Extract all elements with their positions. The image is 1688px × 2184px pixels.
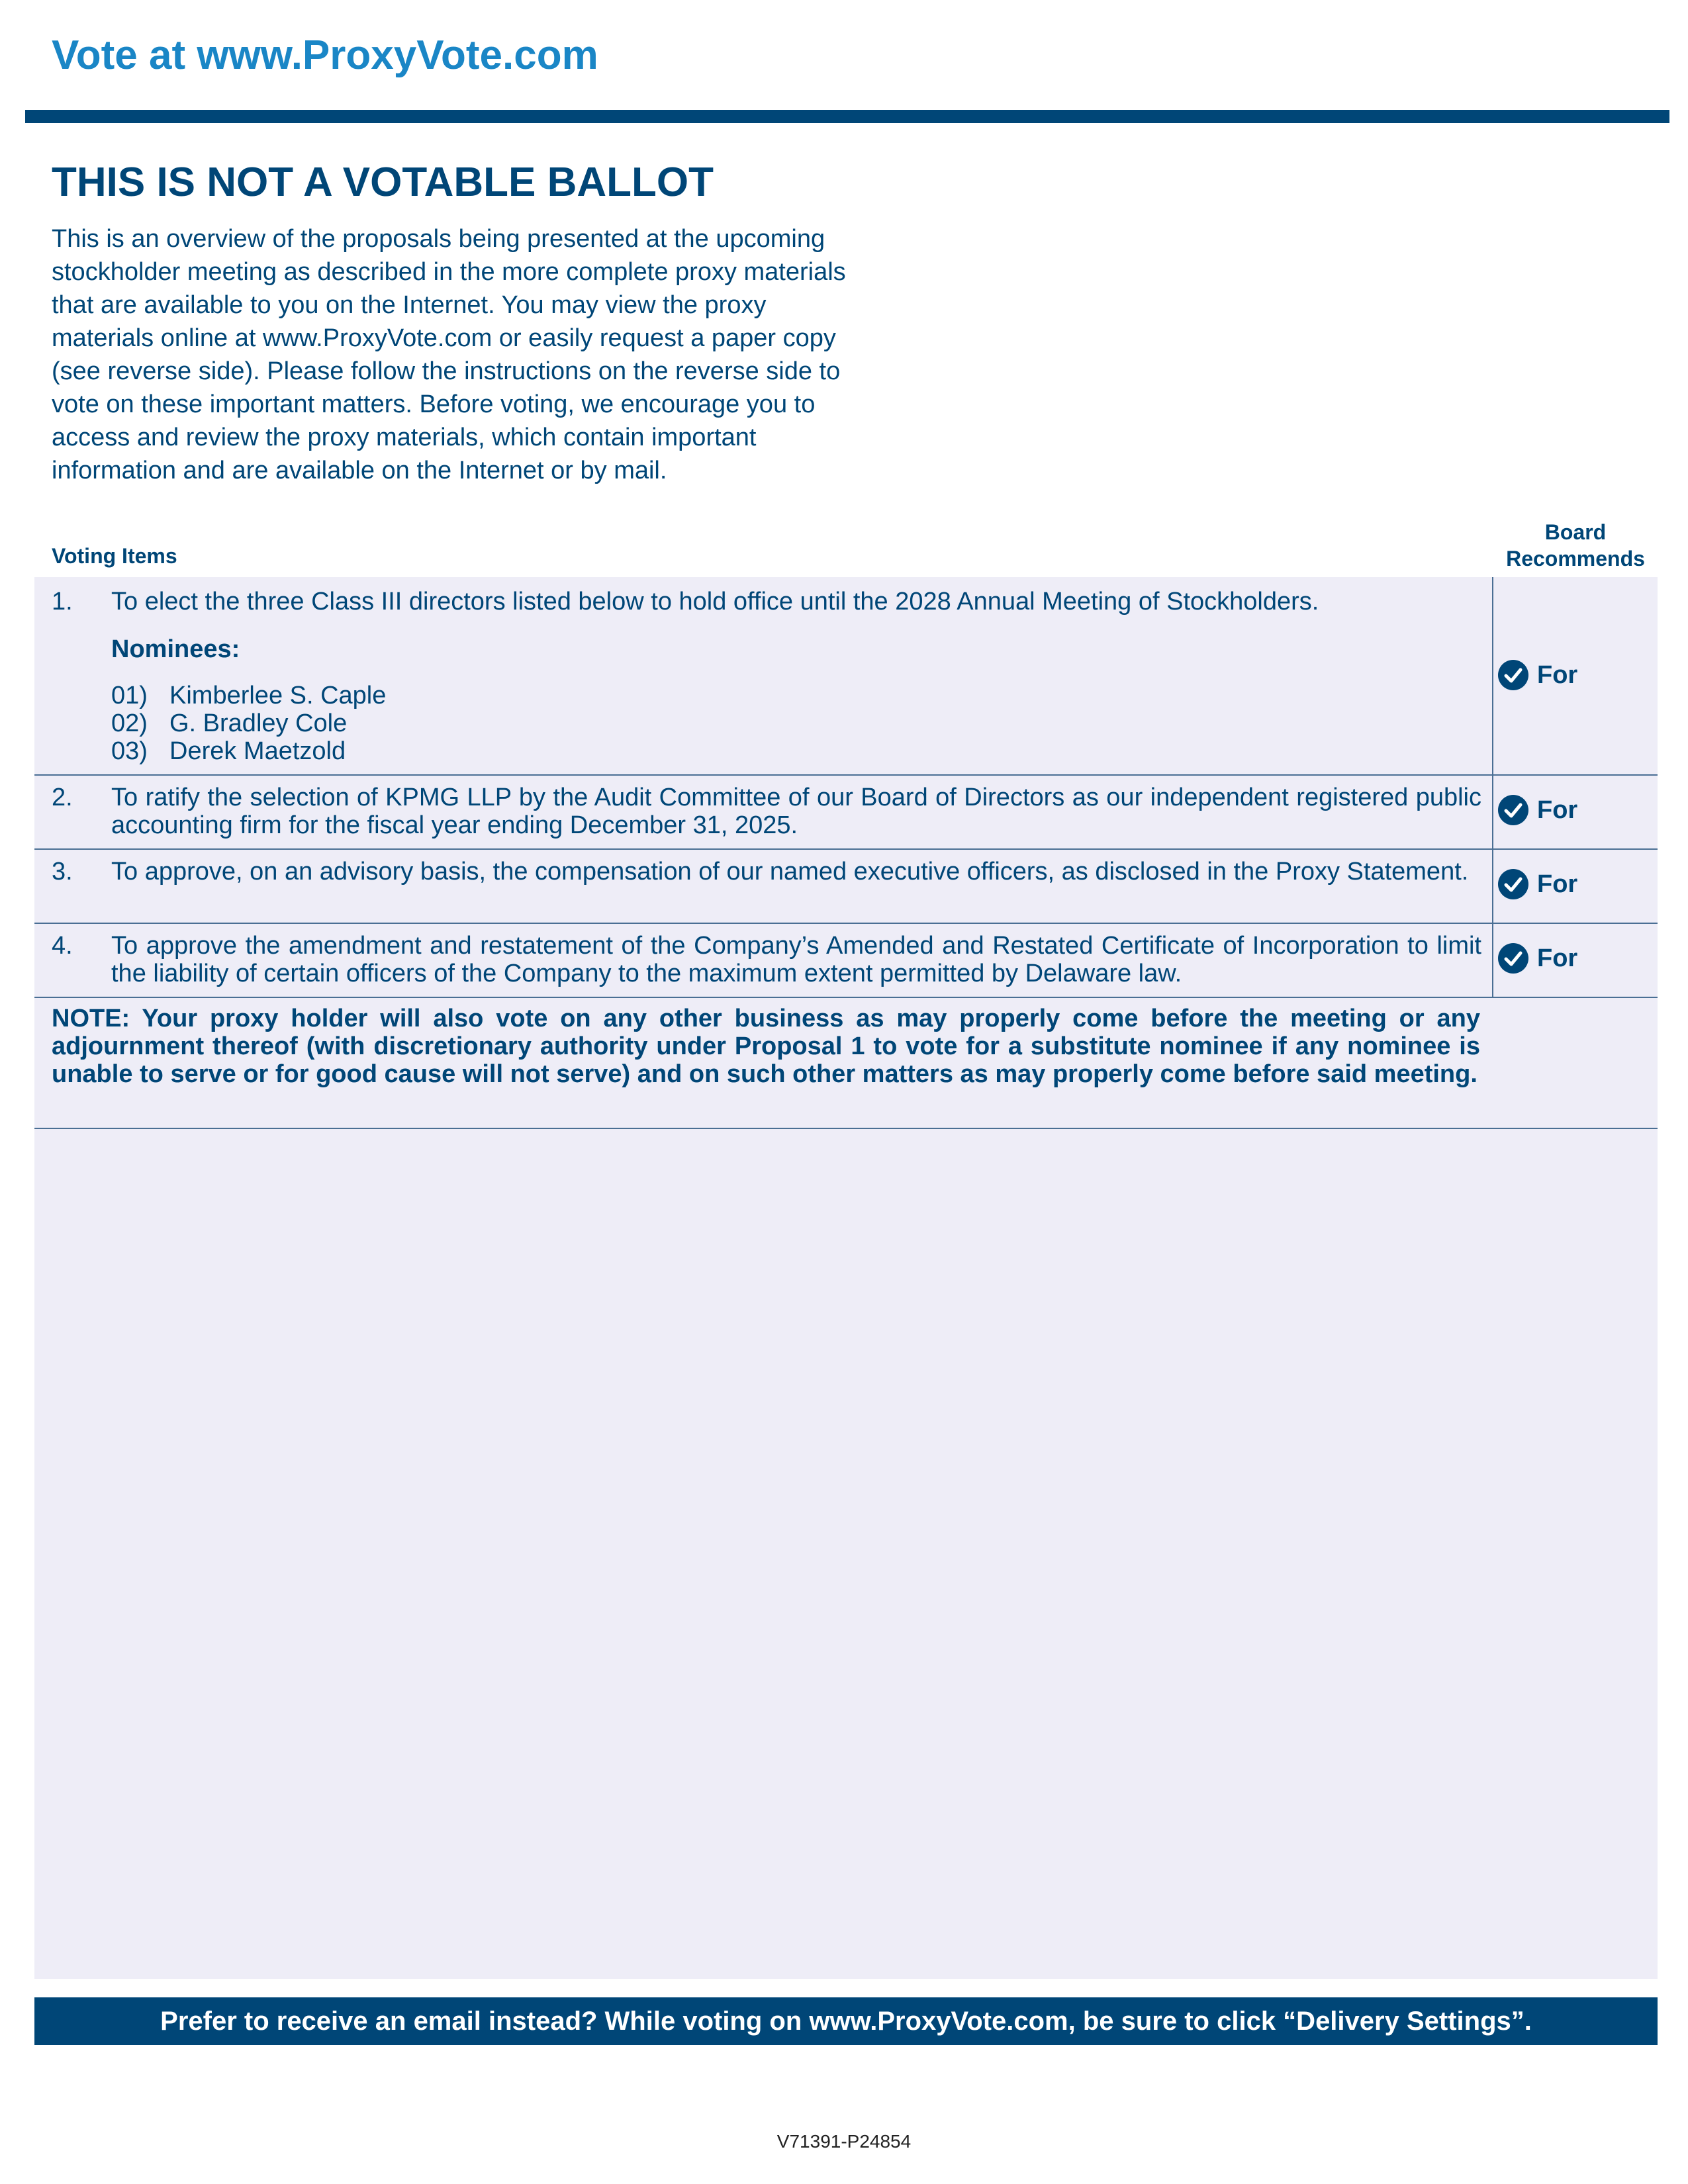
item-text: To approve, on an advisory basis, the compensation of our named executive officers, as disclosed in the Proxy Statement. (111, 858, 1469, 886)
item-number: 2. (52, 784, 73, 811)
row-divider (34, 774, 1658, 776)
email-prompt-text: Prefer to receive an email instead? While voting on www.ProxyVote.com, be sure to click “Delivery Settings”. (160, 2006, 1532, 2036)
board-recommends-header (1483, 519, 1668, 572)
nominee-number: 02) (111, 709, 148, 737)
voting-items-header: Voting Items (52, 544, 177, 568)
board-recommendation (1497, 942, 1577, 974)
document-code: V71391-P24854 (776, 2131, 912, 2152)
header-divider (25, 110, 1669, 123)
email-delivery-banner (34, 1997, 1658, 2045)
note-divider (34, 1128, 1658, 1129)
check-circle-icon (1497, 794, 1529, 826)
item-number: 1. (52, 588, 73, 615)
board-recommendation (1497, 794, 1577, 826)
nominee-name: Derek Maetzold (169, 737, 346, 765)
recommendation-label: For (1537, 796, 1578, 824)
board-header-line1: Board (1544, 520, 1607, 544)
list-item (111, 709, 386, 737)
board-header-line2: Recommends (1506, 547, 1645, 570)
nominee-name: G. Bradley Cole (169, 709, 348, 737)
check-circle-icon (1497, 868, 1529, 900)
recommendation-label: For (1537, 944, 1578, 972)
intro-paragraph: This is an overview of the proposals being presented at the upcoming stockholder meeting as described in the more complete proxy materials that are available to you on the Internet. You may view the proxy materials online at www.ProxyVote.com or easily request a paper copy (see reverse side). Please follow the instructions on the reverse side to vote on these important matters. Before voting, we encourage you to access and review the proxy materials, which contain important information and are available on the Internet or by mail. (52, 225, 846, 484)
proxy-note: NOTE: Your proxy holder will also vote on any other business as may properly come before the meeting or any adjournment thereof (with discretionary authority under Proposal 1 to vote for a substitute nominee if any nominee is unable to serve or for good cause will not serve) and on such other matters as may properly come before said meeting. (52, 1005, 1480, 1088)
nominees-label: Nominees: (111, 635, 240, 663)
nominee-number: 01) (111, 682, 148, 709)
list-item (111, 682, 386, 709)
nominee-list (111, 682, 386, 765)
board-recommendation (1497, 659, 1577, 691)
item-text: To elect the three Class III directors listed below to hold office until the 2028 Annual Meeting of Stockholders. (111, 588, 1319, 615)
check-circle-icon (1497, 659, 1529, 691)
list-item (111, 737, 386, 765)
vote-website-link[interactable]: Vote at www.ProxyVote.com (52, 32, 598, 78)
recommendation-label: For (1537, 660, 1578, 689)
check-circle-icon (1497, 942, 1529, 974)
page-title: THIS IS NOT A VOTABLE BALLOT (52, 159, 714, 205)
nominee-name: Kimberlee S. Caple (169, 682, 387, 709)
item-text: To approve the amendment and restatement of the Company’s Amended and Restated Certificate of Incorporation to limit the liability of certain officers of the Company to the maximum extent permitted by Delaware law. (111, 932, 1481, 987)
row-divider (34, 923, 1658, 924)
recommend-column-divider (1492, 577, 1493, 998)
row-divider (34, 848, 1658, 850)
nominee-number: 03) (111, 737, 148, 765)
item-text: To ratify the selection of KPMG LLP by the Audit Committee of our Board of Directors as our independent registered public accounting firm for the fiscal year ending December 31, 2025. (111, 784, 1481, 839)
board-recommendation (1497, 868, 1577, 900)
item-number: 4. (52, 932, 73, 960)
recommendation-label: For (1537, 870, 1578, 898)
item-number: 3. (52, 858, 73, 886)
row-divider (34, 997, 1658, 998)
